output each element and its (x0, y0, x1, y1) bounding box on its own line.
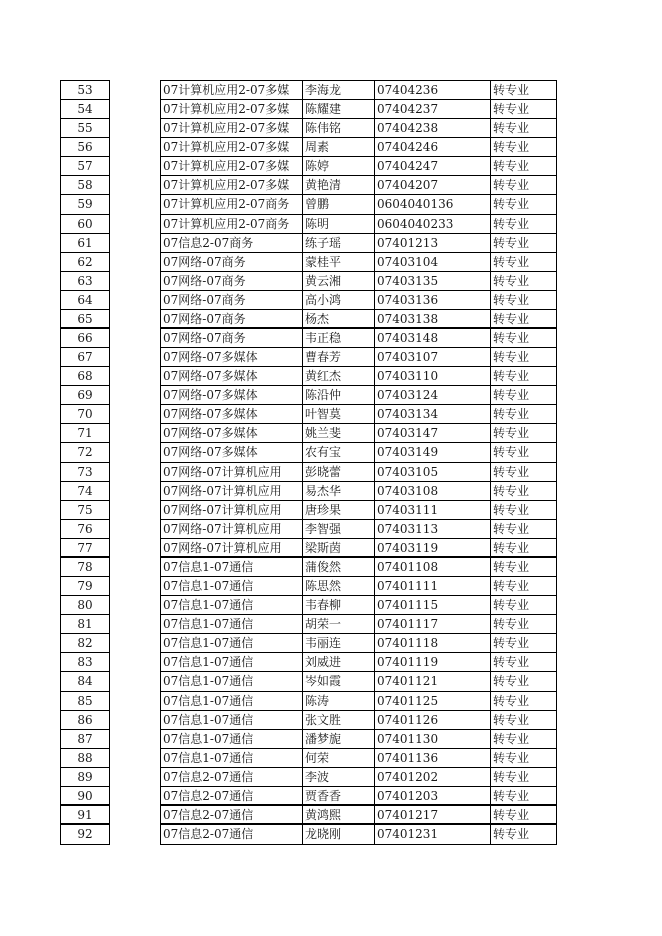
status-cell[interactable]: 转专业 (493, 159, 530, 174)
table-row (161, 176, 556, 195)
table-row (161, 119, 556, 138)
status-cell[interactable]: 转专业 (493, 712, 530, 727)
class-cell[interactable]: 07网络-07多媒体 (161, 367, 303, 385)
student-name-cell[interactable]: 叶智莫 (303, 405, 375, 423)
student-name-cell[interactable]: 陈明 (303, 215, 375, 233)
table-row (161, 653, 556, 672)
table-row (161, 253, 556, 272)
row-number-cell[interactable]: 84 (61, 672, 109, 691)
class-cell[interactable]: 07网络-07商务 (161, 329, 303, 347)
class-cell[interactable]: 07信息1-07通信 (161, 653, 303, 671)
student-id-cell[interactable]: 07404247 (375, 157, 491, 175)
row-number-cell[interactable]: 60 (61, 215, 109, 234)
student-name-cell[interactable]: 何荣 (303, 749, 375, 767)
status-cell[interactable]: 转专业 (493, 559, 530, 574)
row-number-cell[interactable]: 64 (61, 291, 109, 310)
status-cell[interactable]: 转专业 (493, 540, 530, 555)
class-cell[interactable]: 07信息2-07通信 (161, 825, 303, 844)
table-row (161, 539, 556, 558)
table-row (161, 672, 556, 691)
row-number-cell[interactable]: 62 (61, 253, 109, 272)
table-row (161, 272, 556, 291)
status-cell[interactable]: 转专业 (493, 827, 530, 842)
row-number-cell[interactable]: 79 (61, 577, 109, 596)
status-cell[interactable]: 转专业 (493, 292, 530, 307)
status-cell[interactable]: 转专业 (493, 273, 530, 288)
student-id-cell[interactable]: 07403138 (375, 310, 491, 327)
table-row (161, 215, 556, 234)
row-number-cell[interactable]: 87 (61, 730, 109, 749)
row-number-cell[interactable]: 85 (61, 692, 109, 711)
status-cell[interactable]: 转专业 (493, 235, 530, 250)
status-cell[interactable]: 转专业 (493, 407, 530, 422)
table-row (161, 730, 556, 749)
student-id-cell[interactable]: 07403107 (375, 348, 491, 366)
status-cell[interactable]: 转专业 (493, 140, 530, 155)
student-id-cell[interactable]: 07403104 (375, 253, 491, 271)
row-number-cell[interactable]: 88 (61, 749, 109, 768)
row-number-cell[interactable]: 63 (61, 272, 109, 291)
student-id-cell[interactable]: 07401213 (375, 234, 491, 252)
status-cell[interactable]: 转专业 (493, 350, 530, 365)
student-name-cell[interactable]: 龙晓刚 (303, 825, 375, 844)
student-name-cell[interactable]: 刘威进 (303, 653, 375, 671)
student-name-cell[interactable]: 周素 (303, 138, 375, 156)
student-id-cell[interactable]: 07401231 (375, 825, 491, 844)
status-cell[interactable]: 转专业 (493, 655, 530, 670)
table-row (161, 558, 556, 577)
status-cell[interactable]: 转专业 (493, 445, 530, 460)
class-cell[interactable]: 07网络-07计算机应用 (161, 520, 303, 538)
row-number-cell[interactable]: 86 (61, 711, 109, 730)
row-number-cell[interactable]: 67 (61, 348, 109, 367)
table-row (161, 806, 556, 825)
class-cell[interactable]: 07网络-07计算机应用 (161, 482, 303, 500)
class-cell[interactable]: 07网络-07商务 (161, 253, 303, 271)
student-id-cell[interactable]: 0604040136 (375, 195, 491, 213)
table-row (161, 501, 556, 520)
row-number-cell[interactable]: 65 (61, 310, 109, 329)
class-cell[interactable]: 07信息1-07通信 (161, 730, 303, 748)
student-name-cell[interactable]: 黄鸿熙 (303, 806, 375, 823)
student-id-cell[interactable]: 0604040233 (375, 215, 491, 233)
student-name-cell[interactable]: 姚兰斐 (303, 424, 375, 442)
row-number-cell[interactable]: 57 (61, 157, 109, 176)
row-number-cell[interactable]: 83 (61, 653, 109, 672)
table-row (161, 634, 556, 653)
status-cell[interactable]: 转专业 (493, 502, 530, 517)
student-id-cell[interactable]: 07403135 (375, 272, 491, 290)
student-name-cell[interactable]: 黄红杰 (303, 367, 375, 385)
student-id-cell[interactable]: 07401217 (375, 806, 491, 823)
transfer-students-table (160, 80, 557, 845)
class-cell[interactable]: 07网络-07计算机应用 (161, 501, 303, 519)
student-id-cell[interactable]: 07403134 (375, 405, 491, 423)
table-row (161, 443, 556, 462)
status-cell[interactable]: 转专业 (493, 579, 530, 594)
student-id-cell[interactable]: 07404246 (375, 138, 491, 156)
row-number-cell[interactable]: 70 (61, 405, 109, 424)
row-number-cell[interactable]: 73 (61, 463, 109, 482)
student-name-cell[interactable]: 胡荣一 (303, 615, 375, 633)
student-id-cell[interactable]: 07403119 (375, 539, 491, 556)
status-cell[interactable]: 转专业 (493, 197, 530, 212)
status-cell[interactable]: 转专业 (493, 254, 530, 269)
row-number-column (60, 80, 110, 845)
class-cell[interactable]: 07网络-07多媒体 (161, 443, 303, 461)
student-name-cell[interactable]: 曾鹏 (303, 195, 375, 213)
class-cell[interactable]: 07信息1-07通信 (161, 558, 303, 576)
table-row (161, 310, 556, 329)
student-id-cell[interactable]: 07404237 (375, 100, 491, 118)
class-cell[interactable]: 07信息2-07通信 (161, 768, 303, 786)
status-cell[interactable]: 转专业 (493, 674, 530, 689)
table-row (161, 138, 556, 157)
class-cell[interactable]: 07网络-07商务 (161, 291, 303, 309)
class-cell[interactable]: 07信息2-07商务 (161, 234, 303, 252)
status-cell[interactable]: 转专业 (493, 483, 530, 498)
student-id-cell[interactable]: 07403108 (375, 482, 491, 500)
student-id-cell[interactable]: 07403110 (375, 367, 491, 385)
row-number-cell[interactable]: 61 (61, 234, 109, 253)
class-cell[interactable]: 07计算机应用2-07多媒 (161, 138, 303, 156)
status-cell[interactable]: 转专业 (493, 331, 530, 346)
status-cell[interactable]: 转专业 (493, 102, 530, 117)
status-cell[interactable]: 转专业 (493, 388, 530, 403)
row-number-cell[interactable]: 90 (61, 787, 109, 806)
student-name-cell[interactable]: 陈伟铭 (303, 119, 375, 137)
status-cell[interactable]: 转专业 (493, 769, 530, 784)
class-cell[interactable]: 07网络-07多媒体 (161, 386, 303, 404)
row-number-cell[interactable]: 55 (61, 119, 109, 138)
student-name-cell[interactable]: 陈耀建 (303, 100, 375, 118)
status-cell[interactable]: 转专业 (493, 598, 530, 613)
table-row (161, 825, 556, 844)
student-id-cell[interactable]: 07401202 (375, 768, 491, 786)
class-cell[interactable]: 07计算机应用2-07商务 (161, 215, 303, 233)
class-cell[interactable]: 07信息1-07通信 (161, 672, 303, 690)
student-name-cell[interactable]: 易杰华 (303, 482, 375, 500)
table-row (161, 520, 556, 539)
student-id-cell[interactable]: 07401119 (375, 653, 491, 671)
status-cell[interactable]: 转专业 (493, 83, 530, 97)
class-cell[interactable]: 07信息1-07通信 (161, 615, 303, 633)
row-number-cell[interactable]: 53 (61, 81, 109, 100)
table-row (161, 100, 556, 119)
class-cell[interactable]: 07计算机应用2-07多媒 (161, 157, 303, 175)
row-number-cell[interactable]: 82 (61, 634, 109, 653)
student-name-cell[interactable]: 韦正稳 (303, 329, 375, 347)
student-name-cell[interactable]: 贾香香 (303, 787, 375, 804)
student-name-cell[interactable]: 彭晓蕾 (303, 463, 375, 481)
student-name-cell[interactable]: 张文胜 (303, 711, 375, 729)
row-number-cell[interactable]: 80 (61, 596, 109, 615)
student-name-cell[interactable]: 黄艳清 (303, 176, 375, 194)
row-number-cell[interactable]: 72 (61, 443, 109, 462)
class-cell[interactable]: 07计算机应用2-07多媒 (161, 81, 303, 99)
class-cell[interactable]: 07网络-07多媒体 (161, 405, 303, 423)
class-cell[interactable]: 07计算机应用2-07多媒 (161, 100, 303, 118)
status-cell[interactable]: 转专业 (493, 369, 530, 384)
class-cell[interactable]: 07信息1-07通信 (161, 692, 303, 710)
class-cell[interactable]: 07计算机应用2-07多媒 (161, 119, 303, 137)
class-cell[interactable]: 07网络-07商务 (161, 310, 303, 327)
student-name-cell[interactable]: 曹春芳 (303, 348, 375, 366)
student-id-cell[interactable]: 07401118 (375, 634, 491, 652)
class-cell[interactable]: 07网络-07计算机应用 (161, 539, 303, 556)
student-id-cell[interactable]: 07401117 (375, 615, 491, 633)
table-row (161, 463, 556, 482)
table-row (161, 596, 556, 615)
table-row (161, 711, 556, 730)
table-row (161, 768, 556, 787)
table-row (161, 157, 556, 176)
status-cell[interactable]: 转专业 (493, 750, 530, 765)
student-id-cell[interactable]: 07401125 (375, 692, 491, 710)
student-id-cell[interactable]: 07401130 (375, 730, 491, 748)
status-cell[interactable]: 转专业 (493, 464, 530, 479)
class-cell[interactable]: 07信息1-07通信 (161, 749, 303, 767)
row-number-cell[interactable]: 58 (61, 176, 109, 195)
row-number-cell[interactable]: 54 (61, 100, 109, 119)
row-number-cell[interactable]: 56 (61, 138, 109, 157)
table-row (161, 482, 556, 501)
table-row (161, 234, 556, 253)
student-name-cell[interactable]: 黄云湘 (303, 272, 375, 290)
student-id-cell[interactable]: 07401136 (375, 749, 491, 767)
class-cell[interactable]: 07信息2-07通信 (161, 806, 303, 823)
student-name-cell[interactable]: 练子瑶 (303, 234, 375, 252)
status-cell[interactable]: 转专业 (493, 178, 530, 193)
row-number-cell[interactable]: 81 (61, 615, 109, 634)
student-id-cell[interactable]: 07403149 (375, 443, 491, 461)
status-cell[interactable]: 转专业 (493, 617, 530, 632)
student-name-cell[interactable]: 陈婷 (303, 157, 375, 175)
student-id-cell[interactable]: 07403111 (375, 501, 491, 519)
class-cell[interactable]: 07网络-07多媒体 (161, 348, 303, 366)
table-row (161, 386, 556, 405)
class-cell[interactable]: 07网络-07商务 (161, 272, 303, 290)
status-cell[interactable]: 转专业 (493, 311, 530, 326)
row-number-cell[interactable]: 66 (61, 329, 109, 348)
student-id-cell[interactable]: 07404207 (375, 176, 491, 194)
status-cell[interactable]: 转专业 (493, 426, 530, 441)
student-name-cell[interactable]: 蒲俊然 (303, 558, 375, 576)
student-name-cell[interactable]: 陈沿仲 (303, 386, 375, 404)
table-row (161, 424, 556, 443)
student-name-cell[interactable]: 梁斯茵 (303, 539, 375, 556)
student-name-cell[interactable]: 韦春柳 (303, 596, 375, 614)
status-cell[interactable]: 转专业 (493, 636, 530, 651)
class-cell[interactable]: 07网络-07计算机应用 (161, 463, 303, 481)
status-cell[interactable]: 转专业 (493, 216, 530, 231)
student-id-cell[interactable]: 07403136 (375, 291, 491, 309)
table-row (161, 291, 556, 310)
status-cell[interactable]: 转专业 (493, 521, 530, 536)
row-number-cell[interactable]: 78 (61, 558, 109, 577)
student-id-cell[interactable]: 07403124 (375, 386, 491, 404)
table-row (161, 367, 556, 386)
class-cell[interactable]: 07网络-07多媒体 (161, 424, 303, 442)
row-number-cell[interactable]: 59 (61, 195, 109, 214)
class-cell[interactable]: 07信息2-07通信 (161, 787, 303, 804)
row-number-cell[interactable]: 68 (61, 367, 109, 386)
row-number-cell[interactable]: 77 (61, 539, 109, 558)
student-name-cell[interactable]: 韦丽连 (303, 634, 375, 652)
table-row (161, 329, 556, 348)
table-row (161, 405, 556, 424)
student-id-cell[interactable]: 07401121 (375, 672, 491, 690)
student-name-cell[interactable]: 潘梦旎 (303, 730, 375, 748)
status-cell[interactable]: 转专业 (493, 121, 530, 136)
student-name-cell[interactable]: 李波 (303, 768, 375, 786)
table-row (161, 787, 556, 806)
student-name-cell[interactable]: 李智强 (303, 520, 375, 538)
row-number-cell[interactable]: 75 (61, 501, 109, 520)
class-cell[interactable]: 07计算机应用2-07商务 (161, 195, 303, 213)
student-id-cell[interactable]: 07401203 (375, 787, 491, 804)
row-number-cell[interactable]: 74 (61, 482, 109, 501)
status-cell[interactable]: 转专业 (493, 693, 530, 708)
table-row (161, 615, 556, 634)
student-id-cell[interactable]: 07404236 (375, 81, 491, 99)
student-name-cell[interactable]: 农有宝 (303, 443, 375, 461)
table-row (161, 195, 556, 214)
class-cell[interactable]: 07计算机应用2-07多媒 (161, 176, 303, 194)
student-id-cell[interactable]: 07404238 (375, 119, 491, 137)
student-name-cell[interactable]: 陈涛 (303, 692, 375, 710)
class-cell[interactable]: 07信息1-07通信 (161, 634, 303, 652)
status-cell[interactable]: 转专业 (493, 807, 530, 822)
student-name-cell[interactable]: 蒙桂平 (303, 253, 375, 271)
student-id-cell[interactable]: 07403147 (375, 424, 491, 442)
student-id-cell[interactable]: 07403105 (375, 463, 491, 481)
row-number-cell[interactable]: 76 (61, 520, 109, 539)
student-name-cell[interactable]: 李海龙 (303, 81, 375, 99)
row-number-cell[interactable]: 89 (61, 768, 109, 787)
table-row (161, 749, 556, 768)
class-cell[interactable]: 07信息1-07通信 (161, 711, 303, 729)
student-name-cell[interactable]: 岑如霞 (303, 672, 375, 690)
table-row (161, 577, 556, 596)
student-name-cell[interactable]: 高小鸿 (303, 291, 375, 309)
row-number-cell[interactable]: 69 (61, 386, 109, 405)
student-id-cell[interactable]: 07401108 (375, 558, 491, 576)
table-row (161, 692, 556, 711)
status-cell[interactable]: 转专业 (493, 788, 530, 803)
row-number-cell[interactable]: 92 (77, 827, 93, 842)
student-id-cell[interactable]: 07401126 (375, 711, 491, 729)
student-id-cell[interactable]: 07403148 (375, 329, 491, 347)
status-cell[interactable]: 转专业 (493, 731, 530, 746)
row-number-cell[interactable]: 71 (61, 424, 109, 443)
table-row (161, 81, 556, 100)
table-row (161, 348, 556, 367)
row-number-cell[interactable]: 91 (61, 806, 109, 825)
student-name-cell[interactable]: 杨杰 (303, 310, 375, 327)
student-name-cell[interactable]: 唐珍果 (303, 501, 375, 519)
student-name-cell[interactable]: 陈思然 (303, 577, 375, 595)
class-cell[interactable]: 07信息1-07通信 (161, 577, 303, 595)
student-id-cell[interactable]: 07401115 (375, 596, 491, 614)
student-id-cell[interactable]: 07403113 (375, 520, 491, 538)
class-cell[interactable]: 07信息1-07通信 (161, 596, 303, 614)
student-id-cell[interactable]: 07401111 (375, 577, 491, 595)
